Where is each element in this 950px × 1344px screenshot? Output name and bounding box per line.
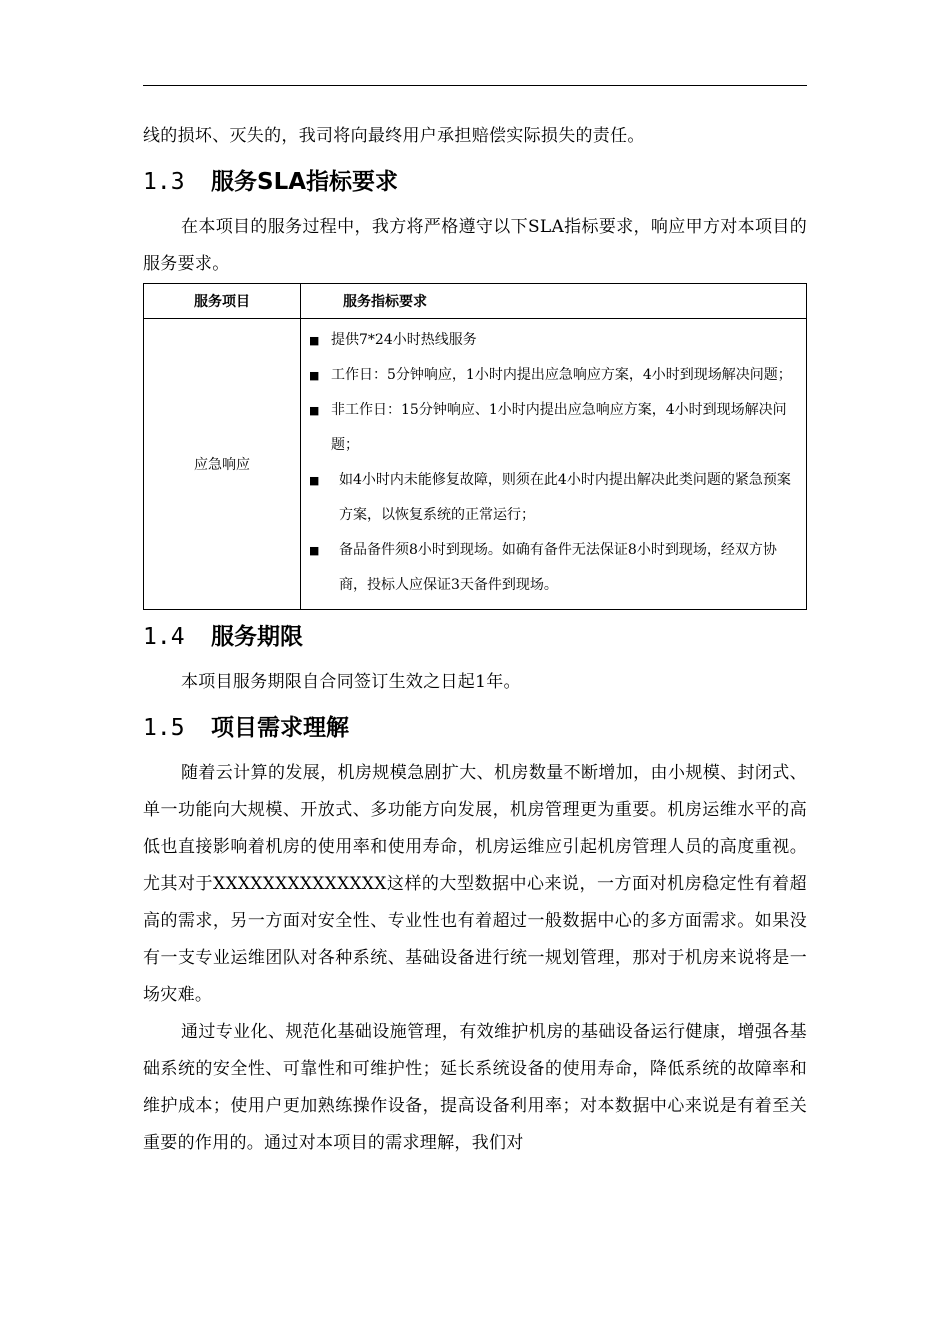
table-header-row <box>144 284 807 319</box>
list-item-text: 工作日：5分钟响应，1小时内提出应急响应方案，4小时到现场解决问题； <box>331 367 792 383</box>
requirement-list <box>301 319 807 610</box>
section-title: 服务期限 <box>211 624 303 650</box>
list-item <box>309 463 798 533</box>
section-title: 项目需求理解 <box>211 715 349 741</box>
section-title: 服务SLA指标要求 <box>211 169 399 195</box>
section-heading-1-5 <box>143 701 807 755</box>
table-row <box>144 319 807 610</box>
bullet-icon: ■ <box>309 544 320 557</box>
section-1-4-paragraph: 本项目服务期限自合同签订生效之日起1年。 <box>181 672 521 692</box>
list-item <box>309 323 798 358</box>
header-rule <box>143 85 807 86</box>
bullet-icon: ■ <box>309 369 320 382</box>
list-item <box>309 533 798 603</box>
list-item-text: 备品备件须8小时到现场。如确有备件无法保证8小时到现场，经双方协商，投标人应保证3天备件到现场。 <box>339 542 777 593</box>
bullet-icon: ■ <box>309 334 320 347</box>
list-item <box>309 358 798 393</box>
list-item-text: 提供7*24小时热线服务 <box>331 332 477 348</box>
section-heading-1-4 <box>143 610 807 664</box>
document-body <box>143 118 807 1162</box>
section-heading-1-3 <box>143 155 807 209</box>
list-item <box>309 393 798 463</box>
sla-table <box>143 283 807 610</box>
table-row-label: 应急响应 <box>144 319 301 610</box>
list-item-text: 非工作日：15分钟响应、1小时内提出应急响应方案，4小时到现场解决问题； <box>331 402 787 453</box>
table-header-requirement: 服务指标要求 <box>301 284 807 319</box>
section-number: 1.4 <box>143 624 185 650</box>
bullet-icon: ■ <box>309 474 320 487</box>
table-header-item: 服务项目 <box>144 284 301 319</box>
list-item-text: 如4小时内未能修复故障，则须在此4小时内提出解决此类问题的紧急预案方案，以恢复系统的正常运行； <box>339 472 791 523</box>
intro-text: 线的损坏、灭失的，我司将向最终用户承担赔偿实际损失的责任。 <box>143 126 645 146</box>
bullet-icon: ■ <box>309 404 320 417</box>
section-number: 1.3 <box>143 169 185 195</box>
section-1-5-paragraph-1: 随着云计算的发展，机房规模急剧扩大、机房数量不断增加，由小规模、封闭式、单一功能向大规模、开放式、多功能方向发展，机房管理更为重要。机房运维水平的高低也直接影响着机房的使用率和使用寿命，机房运维应引起机房管理人员的高度重视。尤其对于XXXXXXXXXXXXXX这样的大型数据中心来说，一方面对机房稳定性有着超高的需求，另一方面对安全性、专业性也有着超过一般数据中心的多方面需求。如果没有一支专业运维团队对各种系统、基础设备进行统一规划管理，那对于机房来说将是一场灾难。 <box>143 763 807 1005</box>
section-1-5-paragraph-2: 通过专业化、规范化基础设施管理，有效维护机房的基础设备运行健康，增强各基础系统的安全性、可靠性和可维护性；延长系统设备的使用寿命，降低系统的故障率和维护成本；使用户更加熟练操作设备，提高设备利用率；对本数据中心来说是有着至关重要的作用的。通过对本项目的需求理解，我们对 <box>143 1022 807 1153</box>
section-number: 1.5 <box>143 715 185 741</box>
section-1-3-paragraph: 在本项目的服务过程中，我方将严格遵守以下SLA指标要求，响应甲方对本项目的服务要求。 <box>143 217 807 274</box>
